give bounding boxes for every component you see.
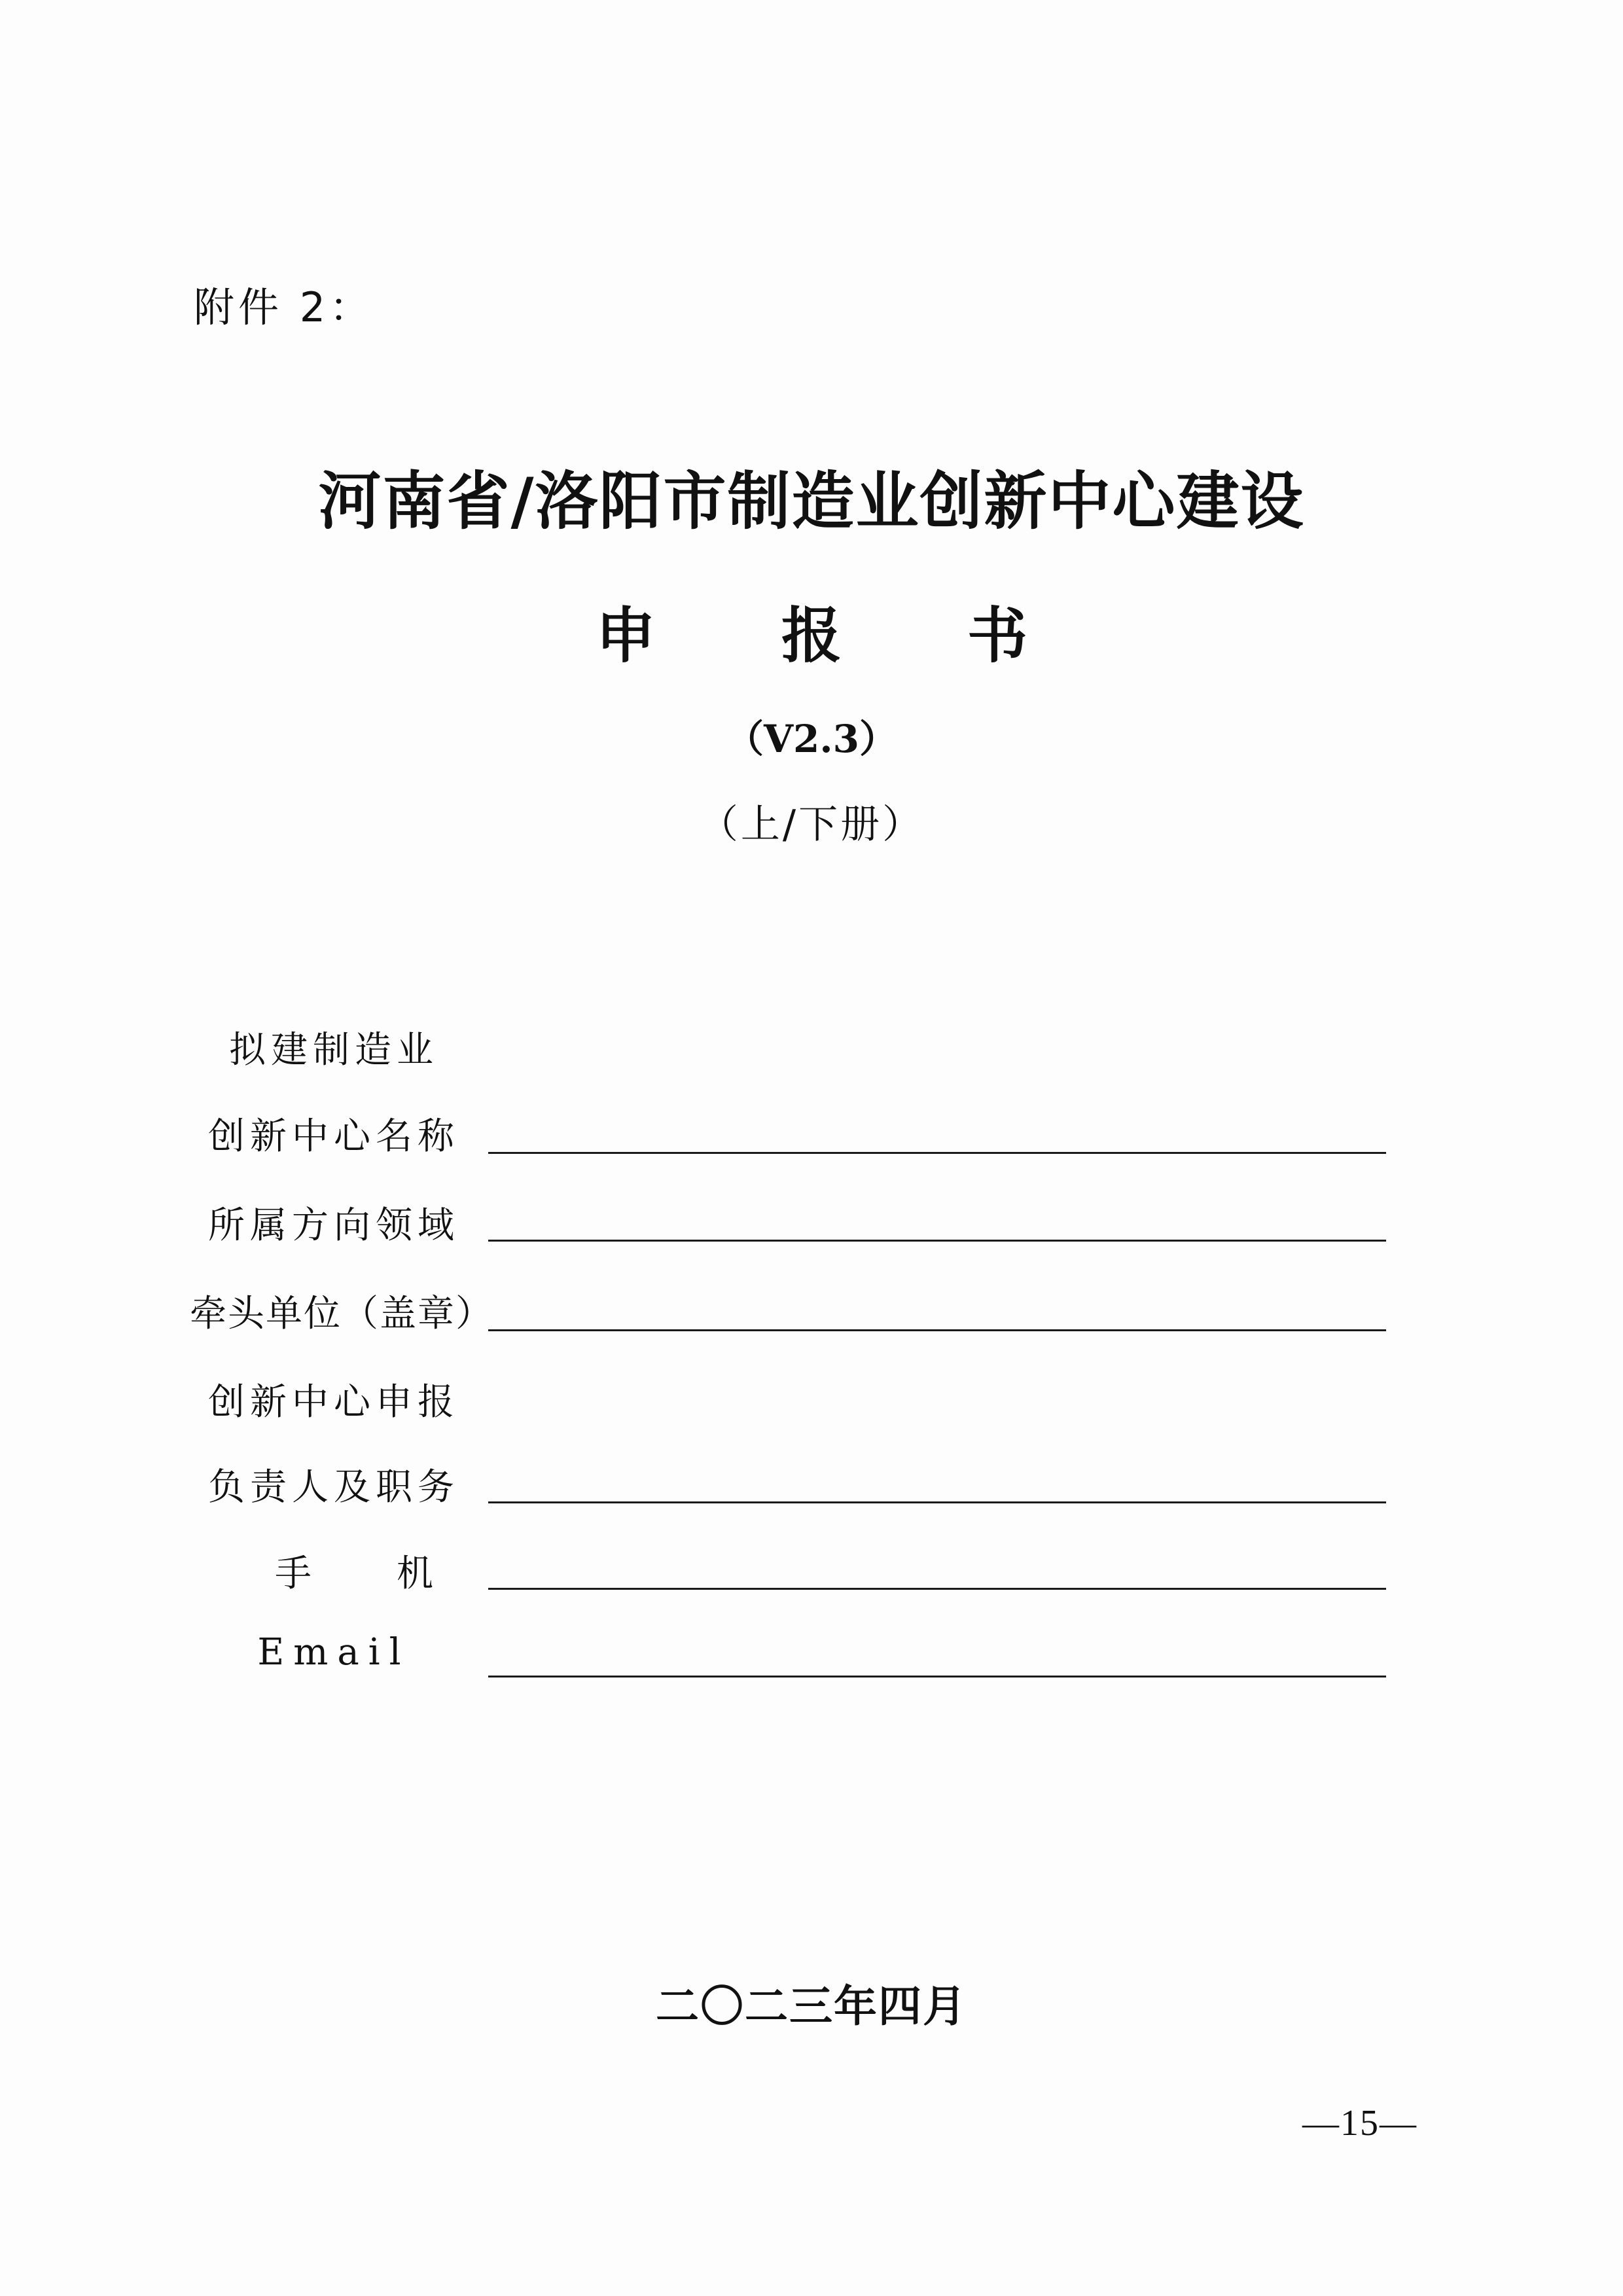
attachment-label: 附件 2： bbox=[194, 283, 374, 331]
center-name-field bbox=[190, 1021, 1387, 1158]
mobile-input-line[interactable] bbox=[488, 1588, 1386, 1590]
domain-field bbox=[190, 1196, 1387, 1282]
lead-unit-input-line[interactable] bbox=[488, 1329, 1386, 1331]
email-label: Email bbox=[257, 1631, 410, 1674]
mobile-field bbox=[190, 1545, 1387, 1630]
leader-field bbox=[190, 1373, 1387, 1509]
document-subtitle: 申 报 书 bbox=[595, 600, 1080, 671]
lead-unit-label: 牵头单位（盖章） bbox=[190, 1293, 493, 1335]
email-input-line[interactable] bbox=[488, 1676, 1386, 1677]
leader-label-line1: 创新中心申报 bbox=[208, 1381, 459, 1424]
issue-date: 二〇二三年四月 bbox=[656, 1981, 967, 2032]
domain-input-line[interactable] bbox=[488, 1240, 1386, 1242]
email-field bbox=[190, 1631, 1387, 1716]
version-label: （V2.3） bbox=[726, 717, 897, 761]
center-name-label-line2: 创新中心名称 bbox=[208, 1115, 459, 1158]
leader-input-line[interactable] bbox=[488, 1501, 1386, 1503]
mobile-label: 手机 bbox=[275, 1552, 518, 1595]
center-name-input-line[interactable] bbox=[488, 1152, 1386, 1154]
document-title: 河南省/洛阳市制造业创新中心建设 bbox=[318, 464, 1305, 538]
volume-label: （上/下册） bbox=[698, 802, 925, 848]
lead-unit-field bbox=[190, 1285, 1387, 1370]
page-number: —15— bbox=[1302, 2103, 1418, 2144]
leader-label-line2: 负责人及职务 bbox=[208, 1466, 459, 1509]
center-name-label-line1: 拟建制造业 bbox=[229, 1029, 438, 1071]
domain-label: 所属方向领域 bbox=[208, 1204, 459, 1247]
